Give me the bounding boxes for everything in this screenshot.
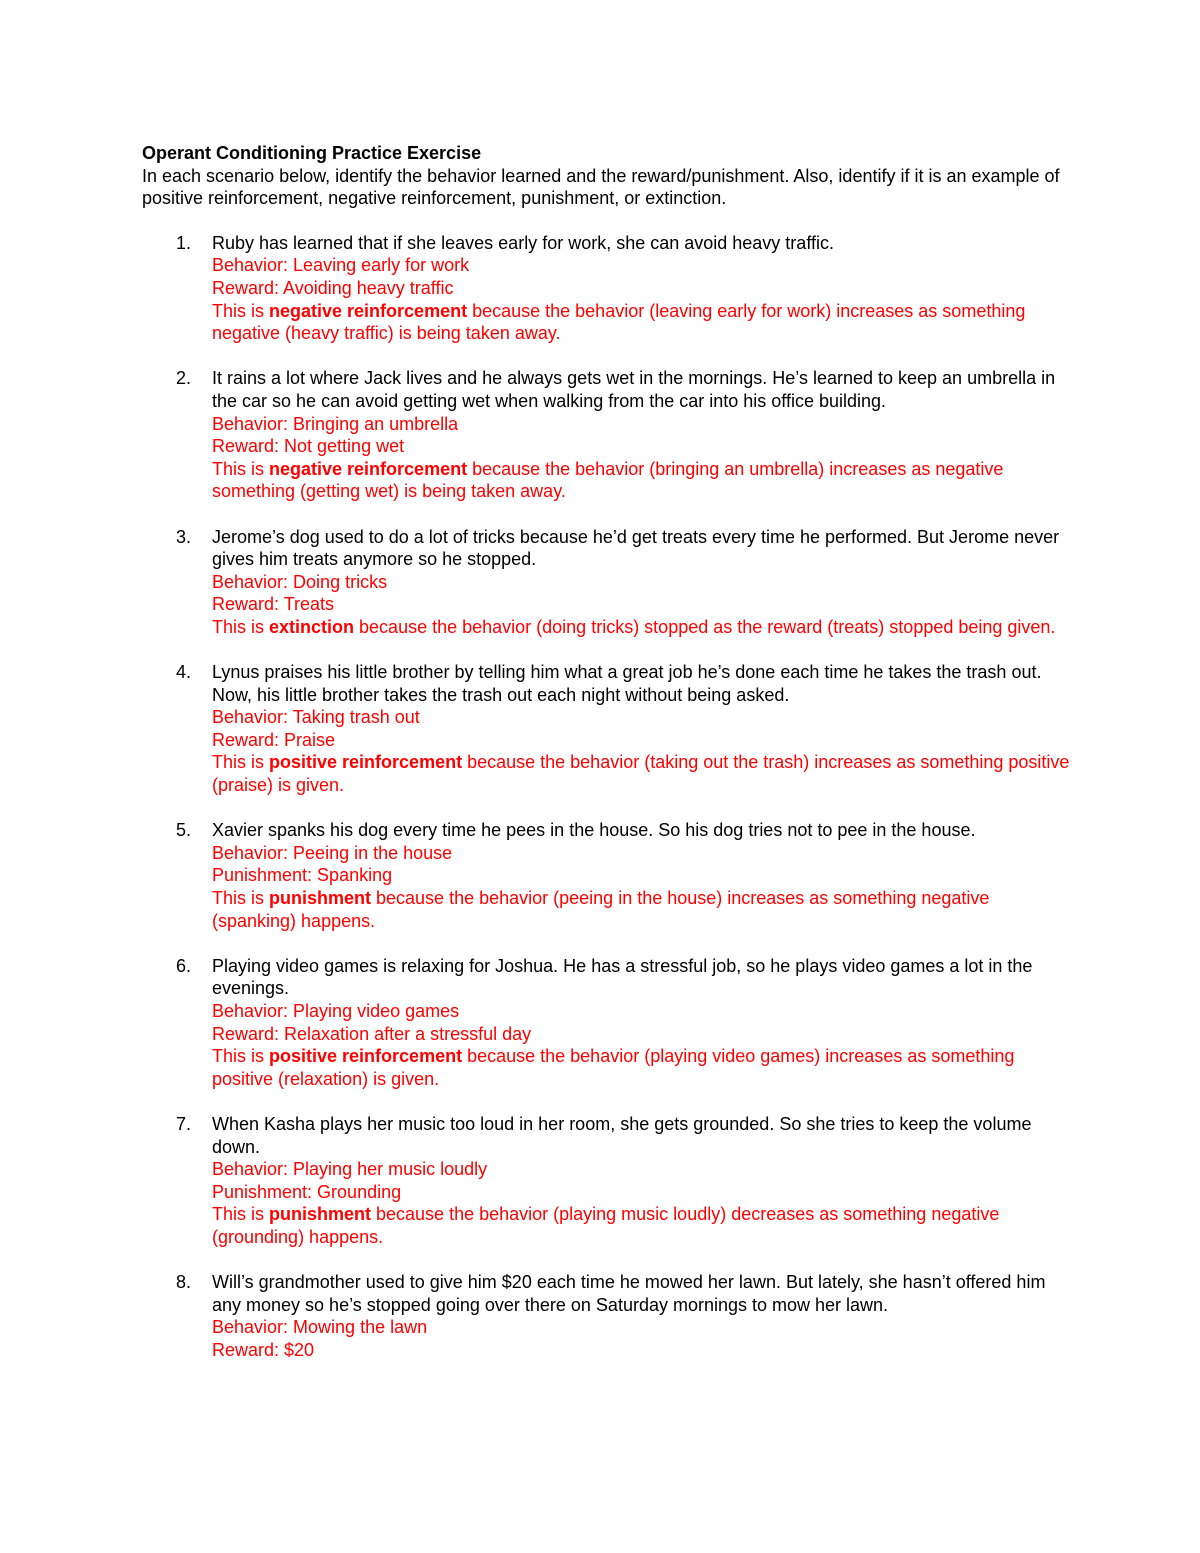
list-item bbox=[142, 367, 1072, 503]
list-item bbox=[142, 526, 1072, 639]
item-behavior: Behavior: Taking trash out bbox=[212, 707, 420, 728]
list-item bbox=[142, 661, 1072, 797]
item-number: 5. bbox=[176, 820, 192, 841]
item-behavior: Behavior: Playing her music loudly bbox=[212, 1159, 488, 1180]
item-behavior: Behavior: Playing video games bbox=[212, 1000, 460, 1021]
explanation-prefix: This is bbox=[212, 300, 270, 321]
item-consequence: Reward: Not getting wet bbox=[212, 436, 405, 457]
explanation-term: extinction bbox=[269, 616, 355, 637]
document-page bbox=[142, 142, 1072, 1384]
item-consequence: Punishment: Grounding bbox=[212, 1181, 402, 1202]
list-item bbox=[142, 1271, 1072, 1361]
explanation-prefix: This is bbox=[212, 752, 270, 773]
list-item bbox=[142, 955, 1072, 1091]
document-title: Operant Conditioning Practice Exercise bbox=[142, 143, 482, 163]
item-explanation bbox=[212, 751, 1072, 796]
item-explanation bbox=[212, 300, 1072, 345]
item-consequence: Reward: Praise bbox=[212, 729, 336, 750]
item-scenario: When Kasha plays her music too loud in her room, she gets grounded. So she tries to keep the volume down. bbox=[212, 1113, 1032, 1157]
explanation-rest: because the behavior (playing music loudly) decreases as something negative (grounding) happens. bbox=[212, 1204, 1000, 1247]
item-behavior: Behavior: Bringing an umbrella bbox=[212, 413, 459, 434]
item-behavior: Behavior: Peeing in the house bbox=[212, 842, 453, 863]
exercise-list bbox=[142, 232, 1072, 1362]
explanation-prefix: This is bbox=[212, 1204, 270, 1225]
item-number: 1. bbox=[176, 232, 192, 253]
item-explanation bbox=[212, 1045, 1072, 1090]
item-explanation bbox=[212, 458, 1072, 503]
item-explanation bbox=[212, 887, 1072, 932]
item-scenario: Lynus praises his little brother by telling him what a great job he’s done each time he takes the trash out. Now, his little brother takes the trash out each night without being asked. bbox=[212, 662, 1042, 705]
item-scenario: Ruby has learned that if she leaves early for work, she can avoid heavy traffic. bbox=[212, 232, 834, 253]
item-scenario: Jerome’s dog used to do a lot of tricks because he’d get treats every time he performed. But Jerome never gives him treats anymore so he stopped. bbox=[212, 526, 1060, 570]
list-item bbox=[142, 1113, 1072, 1249]
explanation-rest: because the behavior (leaving early for work) increases as something negative (heavy traffic) is being taken away. bbox=[212, 300, 1026, 344]
explanation-rest: because the behavior (bringing an umbrella) increases as negative something (getting wet) is being taken away. bbox=[212, 458, 1004, 502]
item-consequence: Reward: $20 bbox=[212, 1339, 315, 1360]
explanation-prefix: This is bbox=[212, 616, 270, 637]
item-behavior: Behavior: Leaving early for work bbox=[212, 255, 470, 276]
item-consequence: Reward: Relaxation after a stressful day bbox=[212, 1023, 532, 1044]
item-consequence: Reward: Avoiding heavy traffic bbox=[212, 277, 454, 298]
item-scenario: Playing video games is relaxing for Joshua. He has a stressful job, so he plays video games a lot in the evenings. bbox=[212, 955, 1033, 999]
list-item bbox=[142, 232, 1072, 345]
explanation-term: negative reinforcement bbox=[269, 300, 468, 321]
explanation-term: negative reinforcement bbox=[269, 458, 468, 479]
document-intro: In each scenario below, identify the behavior learned and the reward/punishment. Also, identify if it is an example of positive reinforcement, negative reinforcement, punishment, or extinction. bbox=[142, 165, 1060, 209]
explanation-rest: because the behavior (doing tricks) stopped as the reward (treats) stopped being given. bbox=[354, 616, 1056, 637]
explanation-rest: because the behavior (peeing in the house) increases as something negative (spanking) happens. bbox=[212, 888, 990, 931]
list-item bbox=[142, 819, 1072, 932]
item-explanation bbox=[212, 1203, 1072, 1248]
item-scenario: Will’s grandmother used to give him $20 each time he mowed her lawn. But lately, she hasn’t offered him any money so he’s stopped going over there on Saturday mornings to mow her lawn. bbox=[212, 1272, 1046, 1315]
explanation-prefix: This is bbox=[212, 458, 270, 479]
explanation-term: positive reinforcement bbox=[269, 1046, 463, 1067]
explanation-term: punishment bbox=[269, 888, 372, 908]
item-number: 8. bbox=[176, 1272, 192, 1293]
explanation-term: positive reinforcement bbox=[269, 752, 463, 773]
item-consequence: Punishment: Spanking bbox=[212, 865, 393, 886]
explanation-prefix: This is bbox=[212, 1046, 270, 1067]
item-consequence: Reward: Treats bbox=[212, 594, 335, 615]
item-number: 2. bbox=[176, 368, 192, 389]
item-scenario: Xavier spanks his dog every time he pees in the house. So his dog tries not to pee in the house. bbox=[212, 820, 976, 841]
explanation-rest: because the behavior (playing video games) increases as something positive (relaxation) is given. bbox=[212, 1046, 1015, 1089]
explanation-prefix: This is bbox=[212, 888, 270, 908]
item-number: 4. bbox=[176, 662, 192, 683]
item-behavior: Behavior: Mowing the lawn bbox=[212, 1317, 428, 1338]
item-number: 6. bbox=[176, 955, 192, 976]
item-number: 7. bbox=[176, 1113, 192, 1134]
explanation-term: punishment bbox=[269, 1204, 372, 1225]
item-behavior: Behavior: Doing tricks bbox=[212, 571, 388, 592]
item-explanation bbox=[212, 616, 1072, 639]
item-number: 3. bbox=[176, 526, 192, 547]
item-scenario: It rains a lot where Jack lives and he always gets wet in the mornings. He’s learned to keep an umbrella in the car so he can avoid getting wet when walking from the car into his office building. bbox=[212, 368, 1056, 411]
explanation-rest: because the behavior (taking out the trash) increases as something positive (praise) is given. bbox=[212, 752, 1070, 796]
